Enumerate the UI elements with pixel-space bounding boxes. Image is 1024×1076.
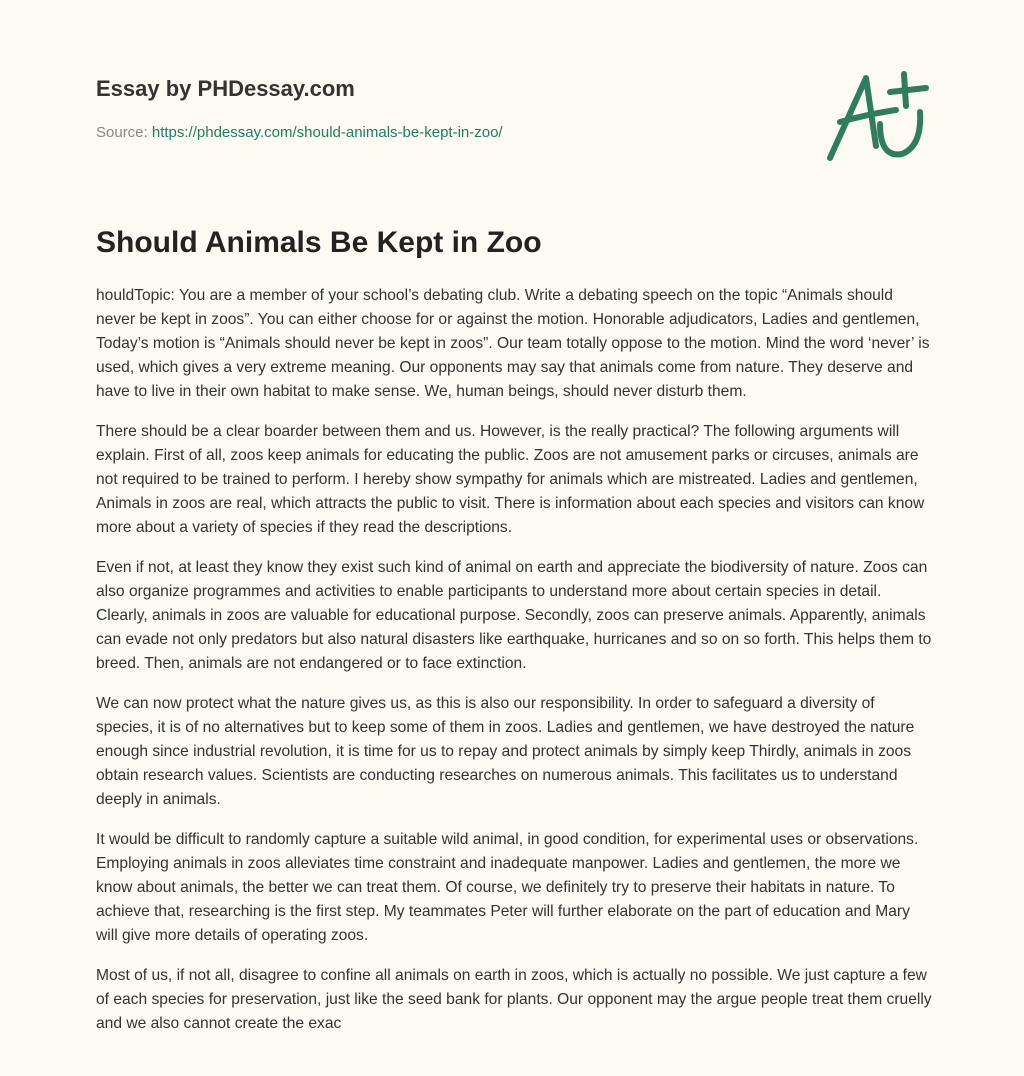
essay-body bbox=[96, 284, 932, 1052]
source-label: Source: bbox=[96, 124, 148, 141]
essay-paragraph: It would be difficult to randomly capture a suitable wild animal, in good condition, for experimental uses or observations. Employing animals in zoos alleviates time constraint and inadequate manpower. Ladies and gentlemen, the more we know about animals, the better we can treat them. Of course, we definitely try to preserve their habitats in nature. To achieve that, researching is the first step. My teammates Peter will further elaborate on the part of education and Mary will give more details of operating zoos. bbox=[96, 831, 919, 944]
source-line bbox=[96, 124, 503, 141]
essay-paragraph: Most of us, if not all, disagree to confine all animals on earth in zoos, which is actually no possible. We just capture a few of each species for preservation, just like the seed bank for plants. Our opponent may the argue people treat them cruelly and we also cannot create the exac bbox=[96, 967, 932, 1032]
a-plus-logo-icon bbox=[818, 66, 938, 166]
essay-title: Should Animals Be Kept in Zoo bbox=[96, 226, 542, 259]
essay-paragraph: We can now protect what the nature gives us, as this is also our responsibility. In order to safeguard a diversity of species, it is of no alternatives but to keep some of them in zoos. Ladies and gentlemen, we have destroyed the nature enough since industrial revolution, it is time for us to repay and protect animals by simply keep Thirdly, animals in zoos obtain research values. Scientists are conducting researches on numerous animals. This facilitates us to understand deeply in animals. bbox=[96, 695, 915, 808]
essay-paragraph: There should be a clear boarder between them and us. However, is the really practical? The following arguments will explain. First of all, zoos keep animals for educating the public. Zoos are not amusement parks or circuses, animals are not required to be trained to perform. I hereby show sympathy for animals which are mistreated. Ladies and gentlemen, Animals in zoos are real, which attracts the public to visit. There is information about each species and visitors can know more about a variety of species if they read the descriptions. bbox=[96, 423, 925, 536]
essay-paragraph: Even if not, at least they know they exist such kind of animal on earth and appreciate the biodiversity of nature. Zoos can also organize programmes and activities to enable participants to understand more about certain species in detail. Clearly, animals in zoos are valuable for educational purpose. Secondly, zoos can preserve animals. Apparently, animals can evade not only predators but also natural disasters like earthquake, hurricanes and so on so forth. This helps them to breed. Then, animals are not endangered or to face extinction. bbox=[96, 559, 932, 672]
essay-paragraph: houldTopic: You are a member of your school’s debating club. Write a debating speech on the topic “Animals should never be kept in zoos”. You can either choose for or against the motion. Honorable adjudicators, Ladies and gentlemen, Today’s motion is “Animals should never be kept in zoos”. Our team totally oppose to the motion. Mind the word ‘never’ is used, which gives a very extreme meaning. Our opponents may say that animals come from nature. They deserve and have to live in their own habitat to make sense. We, human beings, should never disturb them. bbox=[96, 287, 930, 400]
site-title: Essay by PHDessay.com bbox=[96, 76, 355, 101]
source-link[interactable]: https://phdessay.com/should-animals-be-kept-in-zoo/ bbox=[151, 124, 503, 141]
